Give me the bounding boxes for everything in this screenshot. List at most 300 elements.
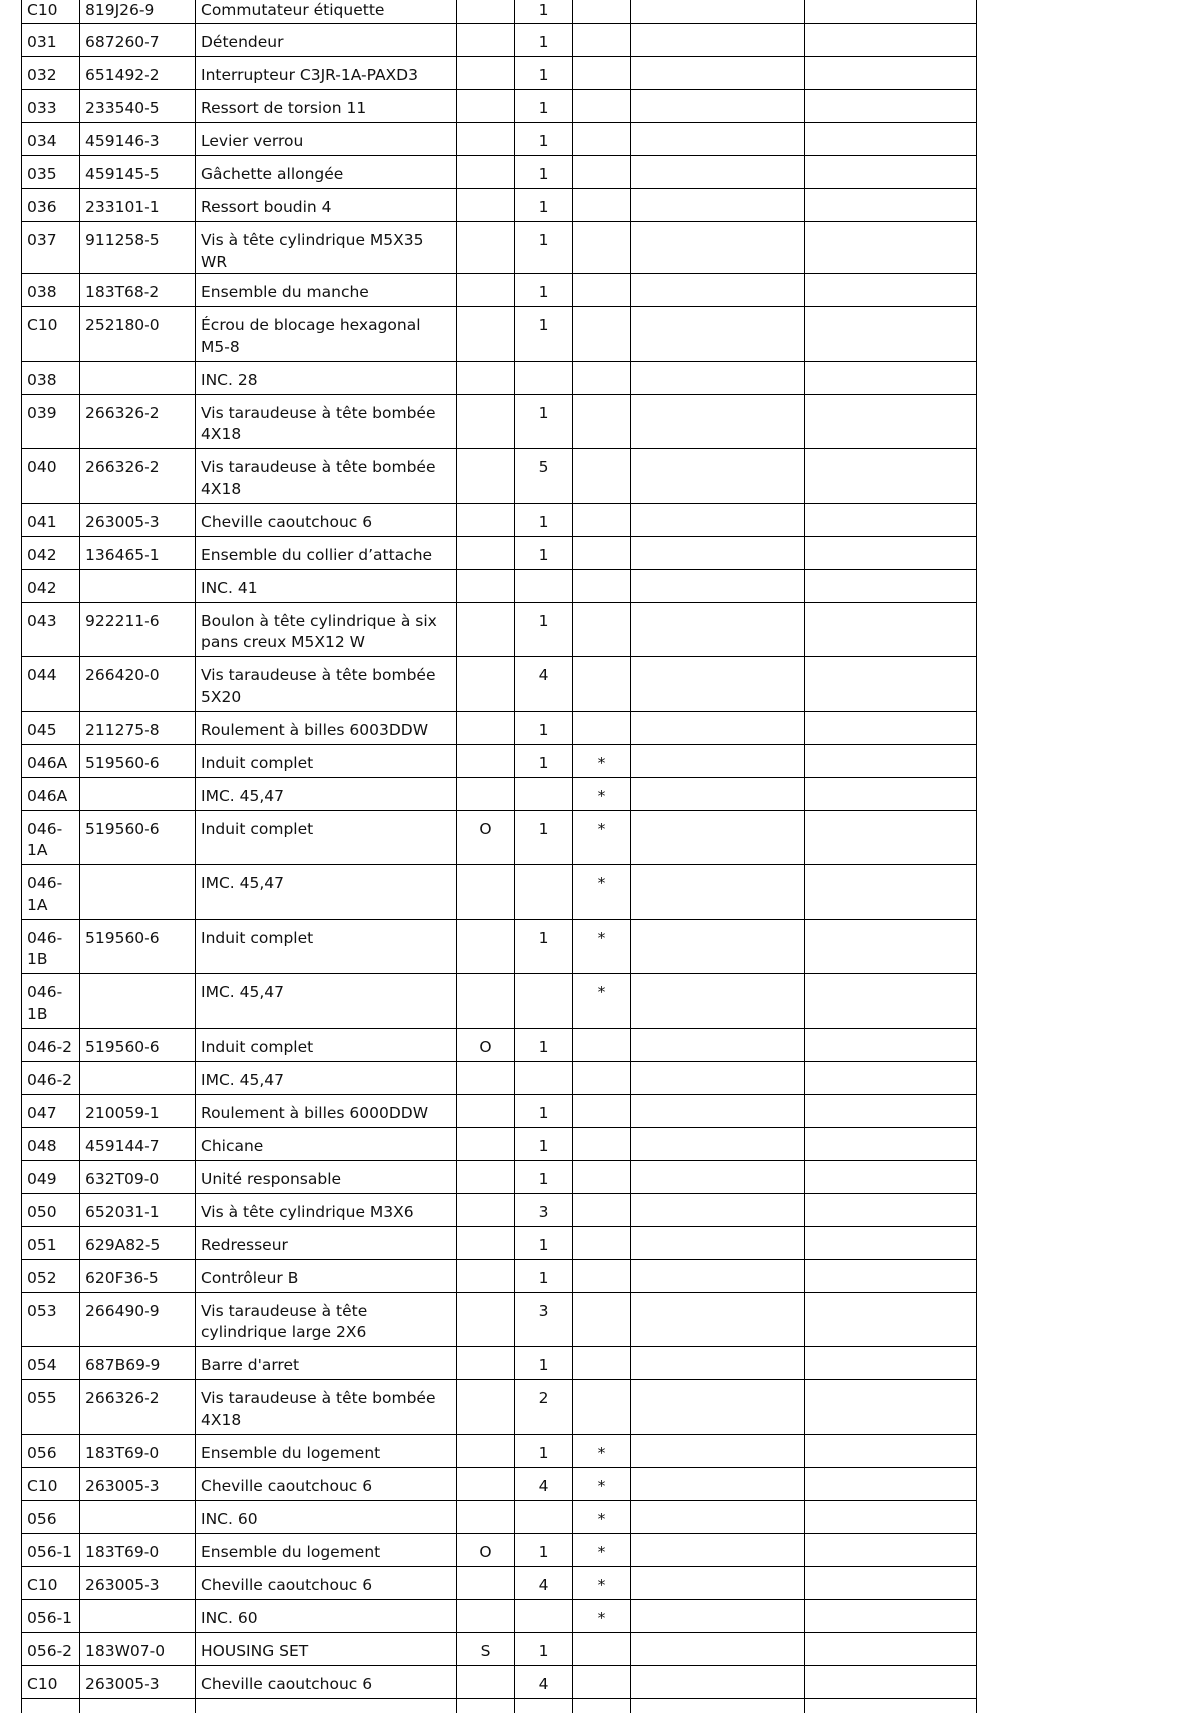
part-number-cell: 652031-1 bbox=[80, 1193, 196, 1226]
option-cell bbox=[457, 657, 515, 712]
option-cell bbox=[457, 974, 515, 1029]
parts-list-page bbox=[21, 0, 977, 1713]
table-row bbox=[22, 1094, 977, 1127]
mark-cell bbox=[573, 0, 631, 24]
quantity-cell: 2 bbox=[515, 1380, 573, 1435]
part-number-cell: 519560-6 bbox=[80, 1028, 196, 1061]
notes-cell bbox=[631, 1533, 805, 1566]
item-number-cell: C10 bbox=[22, 1467, 80, 1500]
description-cell: Vis taraudeuse à tête cylindrique large 2X6 bbox=[196, 1292, 457, 1347]
option-cell bbox=[457, 274, 515, 307]
mark-cell bbox=[573, 1028, 631, 1061]
remarks-cell bbox=[805, 222, 977, 274]
table-row bbox=[22, 1566, 977, 1599]
table-row bbox=[22, 1226, 977, 1259]
remarks-cell bbox=[805, 777, 977, 810]
notes-cell bbox=[631, 1467, 805, 1500]
notes-cell bbox=[631, 536, 805, 569]
option-cell bbox=[457, 1434, 515, 1467]
remarks-cell bbox=[805, 602, 977, 657]
part-number-cell bbox=[80, 1500, 196, 1533]
table-row bbox=[22, 1292, 977, 1347]
quantity-cell: 1 bbox=[515, 536, 573, 569]
remarks-cell bbox=[805, 156, 977, 189]
item-number-cell: 038 bbox=[22, 361, 80, 394]
notes-cell bbox=[631, 1434, 805, 1467]
mark-cell: * bbox=[573, 1533, 631, 1566]
notes-cell bbox=[631, 744, 805, 777]
quantity-cell: 1 bbox=[515, 274, 573, 307]
notes-cell bbox=[631, 0, 805, 24]
quantity-cell: 1 bbox=[515, 602, 573, 657]
remarks-cell bbox=[805, 307, 977, 362]
remarks-cell bbox=[805, 865, 977, 920]
notes-cell bbox=[631, 919, 805, 974]
table-row bbox=[22, 1028, 977, 1061]
item-number-cell: 046-1A bbox=[22, 810, 80, 865]
option-cell bbox=[457, 1566, 515, 1599]
quantity-cell: 1 bbox=[515, 189, 573, 222]
notes-cell bbox=[631, 1566, 805, 1599]
item-number-cell: 046-2 bbox=[22, 1028, 80, 1061]
item-number-cell: 046A bbox=[22, 777, 80, 810]
part-number-cell bbox=[80, 569, 196, 602]
item-number-cell: 056-2 bbox=[22, 1632, 80, 1665]
remarks-cell bbox=[805, 1094, 977, 1127]
part-number-cell: 519560-6 bbox=[80, 744, 196, 777]
table-row bbox=[22, 123, 977, 156]
part-number-cell: 263005-3 bbox=[80, 503, 196, 536]
option-cell bbox=[457, 307, 515, 362]
description-cell: Ensemble du manche bbox=[196, 274, 457, 307]
part-number-cell: 183T68-2 bbox=[80, 274, 196, 307]
description-cell: INC. 28 bbox=[196, 361, 457, 394]
table-row bbox=[22, 222, 977, 274]
option-cell bbox=[457, 1347, 515, 1380]
table-row bbox=[22, 810, 977, 865]
table-row bbox=[22, 189, 977, 222]
option-cell bbox=[457, 394, 515, 449]
mark-cell bbox=[573, 569, 631, 602]
mark-cell: * bbox=[573, 974, 631, 1029]
item-number-cell: 052 bbox=[22, 1259, 80, 1292]
option-cell bbox=[457, 744, 515, 777]
remarks-cell bbox=[805, 57, 977, 90]
option-cell bbox=[457, 90, 515, 123]
description-cell: Roulement à billes 6003DDW bbox=[196, 711, 457, 744]
notes-cell bbox=[631, 156, 805, 189]
description-cell: Vis taraudeuse à tête bombée 4X18 bbox=[196, 394, 457, 449]
mark-cell bbox=[573, 222, 631, 274]
part-number-cell: 459146-3 bbox=[80, 123, 196, 156]
option-cell bbox=[457, 1665, 515, 1698]
item-number-cell: 055 bbox=[22, 1380, 80, 1435]
table-row bbox=[22, 1347, 977, 1380]
item-number-cell: 056-1 bbox=[22, 1599, 80, 1632]
mark-cell: * bbox=[573, 744, 631, 777]
mark-cell bbox=[573, 1160, 631, 1193]
remarks-cell bbox=[805, 24, 977, 57]
table-row bbox=[22, 1061, 977, 1094]
table-row bbox=[22, 711, 977, 744]
quantity-cell: 1 bbox=[515, 1160, 573, 1193]
option-cell bbox=[457, 569, 515, 602]
item-number-cell: 042 bbox=[22, 536, 80, 569]
mark-cell bbox=[573, 503, 631, 536]
quantity-cell: 1 bbox=[515, 90, 573, 123]
table-row bbox=[22, 1127, 977, 1160]
part-number-cell: 266326-2 bbox=[80, 449, 196, 504]
continued-cell bbox=[515, 1698, 573, 1713]
notes-cell bbox=[631, 602, 805, 657]
option-cell bbox=[457, 1160, 515, 1193]
remarks-cell bbox=[805, 1160, 977, 1193]
quantity-cell: 1 bbox=[515, 1632, 573, 1665]
item-number-cell: C10 bbox=[22, 0, 80, 24]
description-cell: Induit complet bbox=[196, 810, 457, 865]
mark-cell bbox=[573, 90, 631, 123]
option-cell bbox=[457, 57, 515, 90]
mark-cell bbox=[573, 602, 631, 657]
option-cell bbox=[457, 503, 515, 536]
item-number-cell: 040 bbox=[22, 449, 80, 504]
description-cell: Induit complet bbox=[196, 919, 457, 974]
quantity-cell: 4 bbox=[515, 1665, 573, 1698]
item-number-cell: 048 bbox=[22, 1127, 80, 1160]
part-number-cell: 233101-1 bbox=[80, 189, 196, 222]
mark-cell bbox=[573, 1061, 631, 1094]
remarks-cell bbox=[805, 1599, 977, 1632]
part-number-cell: 819J26-9 bbox=[80, 0, 196, 24]
parts-table-body bbox=[22, 0, 977, 1713]
table-row bbox=[22, 1380, 977, 1435]
notes-cell bbox=[631, 394, 805, 449]
mark-cell bbox=[573, 156, 631, 189]
notes-cell bbox=[631, 57, 805, 90]
part-number-cell: 459145-5 bbox=[80, 156, 196, 189]
remarks-cell bbox=[805, 657, 977, 712]
item-number-cell: 056 bbox=[22, 1500, 80, 1533]
table-row bbox=[22, 744, 977, 777]
mark-cell bbox=[573, 449, 631, 504]
part-number-cell bbox=[80, 865, 196, 920]
description-cell: Redresseur bbox=[196, 1226, 457, 1259]
option-cell bbox=[457, 1380, 515, 1435]
notes-cell bbox=[631, 449, 805, 504]
description-cell: Barre d'arret bbox=[196, 1347, 457, 1380]
remarks-cell bbox=[805, 1632, 977, 1665]
item-number-cell: 046-2 bbox=[22, 1061, 80, 1094]
table-row bbox=[22, 974, 977, 1029]
description-cell: Chicane bbox=[196, 1127, 457, 1160]
description-cell: Ensemble du collier d’attache bbox=[196, 536, 457, 569]
part-number-cell: 266326-2 bbox=[80, 394, 196, 449]
remarks-cell bbox=[805, 810, 977, 865]
table-row bbox=[22, 1193, 977, 1226]
mark-cell: * bbox=[573, 1434, 631, 1467]
part-number-cell: 252180-0 bbox=[80, 307, 196, 362]
option-cell bbox=[457, 1292, 515, 1347]
quantity-cell bbox=[515, 865, 573, 920]
notes-cell bbox=[631, 189, 805, 222]
notes-cell bbox=[631, 569, 805, 602]
quantity-cell: 5 bbox=[515, 449, 573, 504]
table-row bbox=[22, 274, 977, 307]
item-number-cell: 046-1A bbox=[22, 865, 80, 920]
part-number-cell: 266420-0 bbox=[80, 657, 196, 712]
option-cell bbox=[457, 602, 515, 657]
part-number-cell: 183T69-0 bbox=[80, 1434, 196, 1467]
option-cell bbox=[457, 1500, 515, 1533]
part-number-cell bbox=[80, 1061, 196, 1094]
description-cell: Ressort de torsion 11 bbox=[196, 90, 457, 123]
notes-cell bbox=[631, 90, 805, 123]
description-cell: Ressort boudin 4 bbox=[196, 189, 457, 222]
quantity-cell bbox=[515, 361, 573, 394]
mark-cell: * bbox=[573, 919, 631, 974]
mark-cell bbox=[573, 536, 631, 569]
continued-cell bbox=[22, 1698, 80, 1713]
table-row bbox=[22, 1599, 977, 1632]
table-row bbox=[22, 1665, 977, 1698]
remarks-cell bbox=[805, 1028, 977, 1061]
mark-cell bbox=[573, 1347, 631, 1380]
remarks-cell bbox=[805, 1347, 977, 1380]
mark-cell bbox=[573, 274, 631, 307]
item-number-cell: 032 bbox=[22, 57, 80, 90]
continued-cell bbox=[805, 1698, 977, 1713]
description-cell: Vis à tête cylindrique M3X6 bbox=[196, 1193, 457, 1226]
item-number-cell: 050 bbox=[22, 1193, 80, 1226]
part-number-cell: 263005-3 bbox=[80, 1665, 196, 1698]
quantity-cell bbox=[515, 569, 573, 602]
description-cell: Cheville caoutchouc 6 bbox=[196, 1467, 457, 1500]
description-cell: IMC. 45,47 bbox=[196, 865, 457, 920]
part-number-cell: 519560-6 bbox=[80, 810, 196, 865]
mark-cell bbox=[573, 1259, 631, 1292]
mark-cell bbox=[573, 1380, 631, 1435]
part-number-cell: 136465-1 bbox=[80, 536, 196, 569]
description-cell: Vis taraudeuse à tête bombée 4X18 bbox=[196, 449, 457, 504]
item-number-cell: 047 bbox=[22, 1094, 80, 1127]
remarks-cell bbox=[805, 1259, 977, 1292]
part-number-cell: 687B69-9 bbox=[80, 1347, 196, 1380]
quantity-cell: 1 bbox=[515, 1434, 573, 1467]
table-row bbox=[22, 1434, 977, 1467]
item-number-cell: 053 bbox=[22, 1292, 80, 1347]
mark-cell: * bbox=[573, 865, 631, 920]
part-number-cell: 620F36-5 bbox=[80, 1259, 196, 1292]
remarks-cell bbox=[805, 1292, 977, 1347]
quantity-cell bbox=[515, 1599, 573, 1632]
notes-cell bbox=[631, 1292, 805, 1347]
continued-cell bbox=[631, 1698, 805, 1713]
notes-cell bbox=[631, 1259, 805, 1292]
mark-cell bbox=[573, 123, 631, 156]
quantity-cell: 1 bbox=[515, 711, 573, 744]
description-cell: INC. 60 bbox=[196, 1599, 457, 1632]
item-number-cell: 037 bbox=[22, 222, 80, 274]
item-number-cell: 043 bbox=[22, 602, 80, 657]
remarks-cell bbox=[805, 189, 977, 222]
quantity-cell bbox=[515, 1500, 573, 1533]
description-cell: Induit complet bbox=[196, 744, 457, 777]
notes-cell bbox=[631, 1127, 805, 1160]
option-cell bbox=[457, 449, 515, 504]
table-row-continued bbox=[22, 1698, 977, 1713]
part-number-cell: 263005-3 bbox=[80, 1467, 196, 1500]
notes-cell bbox=[631, 274, 805, 307]
remarks-cell bbox=[805, 1566, 977, 1599]
mark-cell bbox=[573, 1665, 631, 1698]
notes-cell bbox=[631, 1160, 805, 1193]
notes-cell bbox=[631, 1500, 805, 1533]
description-cell: Ensemble du logement bbox=[196, 1434, 457, 1467]
description-cell: Boulon à tête cylindrique à six pans creux M5X12 W bbox=[196, 602, 457, 657]
table-row bbox=[22, 919, 977, 974]
option-cell bbox=[457, 222, 515, 274]
notes-cell bbox=[631, 361, 805, 394]
option-cell bbox=[457, 711, 515, 744]
remarks-cell bbox=[805, 569, 977, 602]
table-row bbox=[22, 1160, 977, 1193]
remarks-cell bbox=[805, 1226, 977, 1259]
table-row bbox=[22, 90, 977, 123]
description-cell: Ensemble du logement bbox=[196, 1533, 457, 1566]
description-cell: Interrupteur C3JR-1A-PAXD3 bbox=[196, 57, 457, 90]
quantity-cell: 1 bbox=[515, 503, 573, 536]
quantity-cell: 1 bbox=[515, 394, 573, 449]
table-row bbox=[22, 536, 977, 569]
quantity-cell: 1 bbox=[515, 123, 573, 156]
item-number-cell: 041 bbox=[22, 503, 80, 536]
part-number-cell: 519560-6 bbox=[80, 919, 196, 974]
mark-cell: * bbox=[573, 810, 631, 865]
option-cell bbox=[457, 189, 515, 222]
notes-cell bbox=[631, 307, 805, 362]
notes-cell bbox=[631, 1665, 805, 1698]
item-number-cell: 033 bbox=[22, 90, 80, 123]
option-cell: O bbox=[457, 810, 515, 865]
item-number-cell: 056 bbox=[22, 1434, 80, 1467]
quantity-cell: 1 bbox=[515, 919, 573, 974]
table-row bbox=[22, 0, 977, 24]
mark-cell: * bbox=[573, 1467, 631, 1500]
quantity-cell: 1 bbox=[515, 810, 573, 865]
item-number-cell: 036 bbox=[22, 189, 80, 222]
option-cell bbox=[457, 361, 515, 394]
remarks-cell bbox=[805, 1500, 977, 1533]
quantity-cell: 1 bbox=[515, 1028, 573, 1061]
notes-cell bbox=[631, 1599, 805, 1632]
remarks-cell bbox=[805, 394, 977, 449]
table-row bbox=[22, 503, 977, 536]
part-number-cell: 629A82-5 bbox=[80, 1226, 196, 1259]
part-number-cell: 911258-5 bbox=[80, 222, 196, 274]
remarks-cell bbox=[805, 361, 977, 394]
notes-cell bbox=[631, 1028, 805, 1061]
part-number-cell: 233540-5 bbox=[80, 90, 196, 123]
part-number-cell: 183W07-0 bbox=[80, 1632, 196, 1665]
description-cell: Cheville caoutchouc 6 bbox=[196, 503, 457, 536]
remarks-cell bbox=[805, 1467, 977, 1500]
description-cell: Roulement à billes 6000DDW bbox=[196, 1094, 457, 1127]
remarks-cell bbox=[805, 536, 977, 569]
table-row bbox=[22, 394, 977, 449]
mark-cell bbox=[573, 361, 631, 394]
notes-cell bbox=[631, 1094, 805, 1127]
table-row bbox=[22, 307, 977, 362]
remarks-cell bbox=[805, 449, 977, 504]
notes-cell bbox=[631, 1347, 805, 1380]
remarks-cell bbox=[805, 1665, 977, 1698]
mark-cell bbox=[573, 1632, 631, 1665]
mark-cell bbox=[573, 24, 631, 57]
part-number-cell: 459144-7 bbox=[80, 1127, 196, 1160]
table-row bbox=[22, 1533, 977, 1566]
part-number-cell: 922211-6 bbox=[80, 602, 196, 657]
option-cell bbox=[457, 1599, 515, 1632]
continued-cell bbox=[457, 1698, 515, 1713]
mark-cell: * bbox=[573, 1599, 631, 1632]
table-row bbox=[22, 865, 977, 920]
notes-cell bbox=[631, 222, 805, 274]
mark-cell: * bbox=[573, 777, 631, 810]
continued-cell bbox=[573, 1698, 631, 1713]
description-cell: Vis à tête cylindrique M5X35 WR bbox=[196, 222, 457, 274]
description-cell: Contrôleur B bbox=[196, 1259, 457, 1292]
part-number-cell: 266490-9 bbox=[80, 1292, 196, 1347]
option-cell bbox=[457, 1467, 515, 1500]
part-number-cell bbox=[80, 361, 196, 394]
description-cell: Cheville caoutchouc 6 bbox=[196, 1665, 457, 1698]
description-cell: Vis taraudeuse à tête bombée 4X18 bbox=[196, 1380, 457, 1435]
item-number-cell: C10 bbox=[22, 1566, 80, 1599]
table-row bbox=[22, 657, 977, 712]
continued-cell bbox=[80, 1698, 196, 1713]
item-number-cell: 051 bbox=[22, 1226, 80, 1259]
option-cell bbox=[457, 536, 515, 569]
remarks-cell bbox=[805, 123, 977, 156]
part-number-cell bbox=[80, 777, 196, 810]
mark-cell bbox=[573, 394, 631, 449]
part-number-cell: 211275-8 bbox=[80, 711, 196, 744]
mark-cell bbox=[573, 1226, 631, 1259]
quantity-cell: 1 bbox=[515, 1127, 573, 1160]
table-row bbox=[22, 1500, 977, 1533]
remarks-cell bbox=[805, 711, 977, 744]
notes-cell bbox=[631, 1226, 805, 1259]
table-row bbox=[22, 777, 977, 810]
mark-cell bbox=[573, 711, 631, 744]
description-cell: Levier verrou bbox=[196, 123, 457, 156]
part-number-cell: 687260-7 bbox=[80, 24, 196, 57]
item-number-cell: 046-1B bbox=[22, 974, 80, 1029]
option-cell bbox=[457, 865, 515, 920]
remarks-cell bbox=[805, 919, 977, 974]
quantity-cell: 1 bbox=[515, 307, 573, 362]
part-number-cell bbox=[80, 1599, 196, 1632]
mark-cell bbox=[573, 657, 631, 712]
description-cell: IMC. 45,47 bbox=[196, 1061, 457, 1094]
item-number-cell: 046A bbox=[22, 744, 80, 777]
remarks-cell bbox=[805, 0, 977, 24]
item-number-cell: 035 bbox=[22, 156, 80, 189]
quantity-cell: 1 bbox=[515, 57, 573, 90]
item-number-cell: 042 bbox=[22, 569, 80, 602]
notes-cell bbox=[631, 865, 805, 920]
notes-cell bbox=[631, 777, 805, 810]
